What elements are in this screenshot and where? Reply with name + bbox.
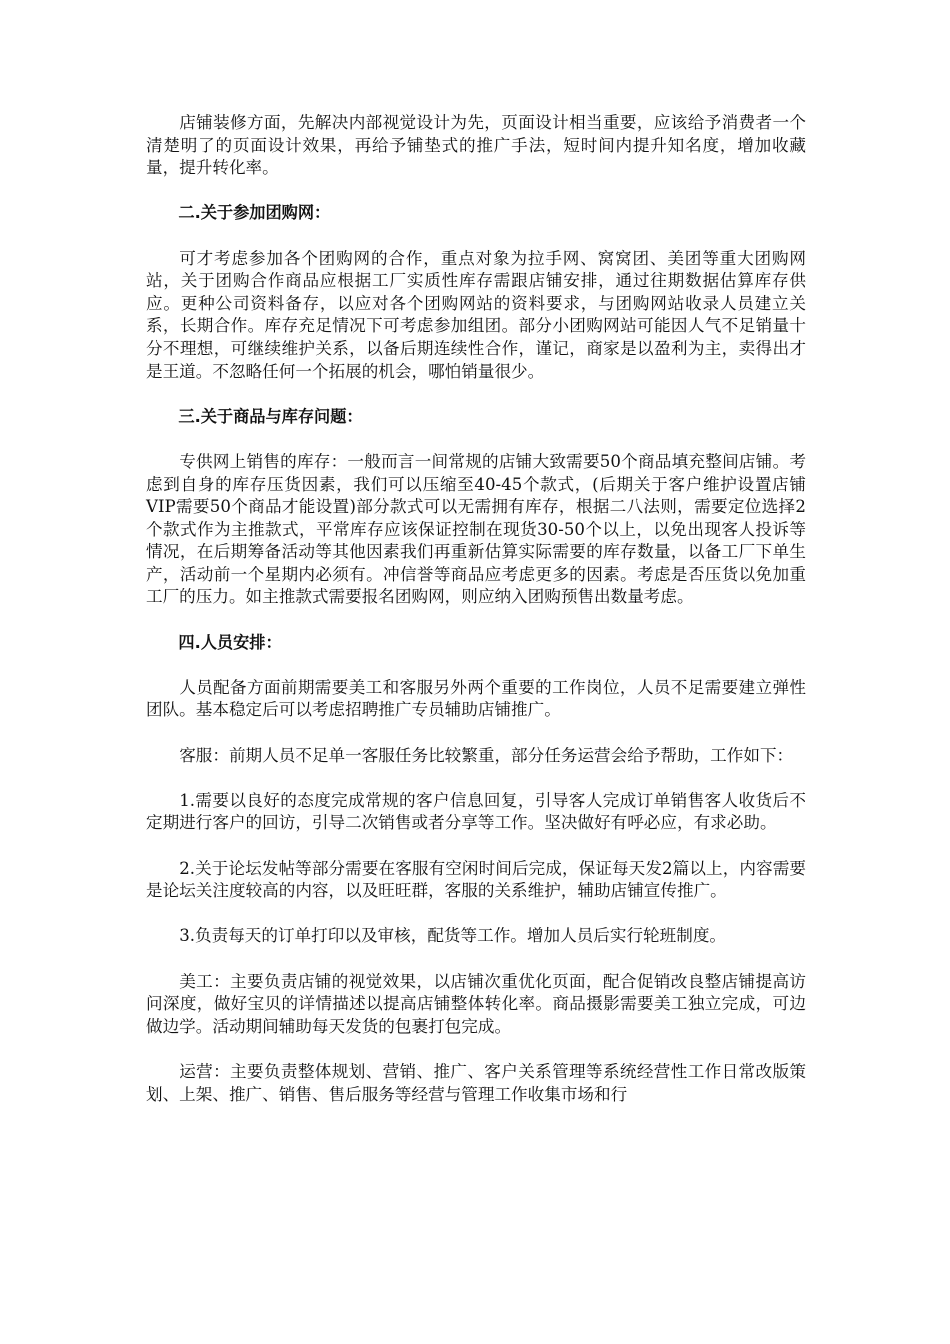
task-item-2: 2.关于论坛发帖等部分需要在客服有空闲时间后完成，保证每天发2篇以上，内容需要是论坛关注度较高的内容，以及旺旺群，客服的关系维护，辅助店铺宣传推广。 xyxy=(146,858,806,901)
document-page xyxy=(146,112,806,1129)
intro-paragraph: 店铺装修方面，先解决内部视觉设计为先，页面设计相当重要，应该给予消费者一个清楚明了的页面设计效果，再给予铺垫式的推广手法，短时间内提升知名度，增加收藏量，提升转化率。 xyxy=(146,113,806,178)
designer-paragraph: 美工：主要负责店铺的视觉效果，以店铺次重优化页面，配合促销改良整店铺提高访问深度，做好宝贝的详情描述以提高店铺整体转化率。商品摄影需要美工独立完成，可边做边学。活动期间辅助每天发货的包裹打包完成。 xyxy=(146,971,806,1036)
group-buying-paragraph: 可才考虑参加各个团购网的合作，重点对象为拉手网、窝窝团、美团等重大团购网站，关于团购合作商品应根据工厂实质性库存需跟店铺安排，通过往期数据估算库存供应。更种公司资料备存，以应对各个团购网站的资料要求，与团购网站收录人员建立关系，长期合作。库存充足情况下可考虑参加组团。部分小团购网站可能因人气不足销量十分不理想，可继续维护关系，以备后期连续性合作，谨记，商家是以盈利为主，卖得出才是王道。不忽略任何一个拓展的机会，哪怕销量很少。 xyxy=(146,248,806,381)
section-heading-group-buying: 二.关于参加团购网： xyxy=(178,203,331,223)
section-heading-inventory: 三.关于商品与库存问题： xyxy=(178,406,363,426)
task-item-1: 1.需要以良好的态度完成常规的客户信息回复，引导客人完成订单销售客人收货后不定期进行客户的回访，引导二次销售或者分享等工作。坚决做好有呼必应，有求必助。 xyxy=(146,790,806,833)
inventory-paragraph: 专供网上销售的库存：一般而言一间常规的店铺大致需要50个商品填充整间店铺。考虑到自身的库存压货因素，我们可以压缩至40-45个款式，(后期关于客户维护设置店铺VIP需要50个商品才能设置)部分款式可以无需拥有库存，根据二八法则，需要定位选择2个款式作为主推款式，平常库存应该保证控制在现货30-50个以上，以免出现客人投诉等情况，在后期筹备活动等其他因素我们再重新估算实际需要的库存数量，以备工厂下单生产，活动前一个星期内必须有。冲信誉等商品应考虑更多的因素。考虑是否压货以免加重工厂的压力。如主推款式需要报名团购网，则应纳入团购预售出数量考虑。 xyxy=(146,451,806,607)
section-heading-staffing: 四.人员安排： xyxy=(178,632,282,652)
task-item-3: 3.负责每天的订单打印以及审核，配货等工作。增加人员后实行轮班制度。 xyxy=(179,926,727,946)
staffing-paragraph: 人员配备方面前期需要美工和客服另外两个重要的工作岗位，人员不足需要建立弹性团队。基本稳定后可以考虑招聘推广专员辅助店铺推广。 xyxy=(146,677,806,720)
customer-service-paragraph: 客服：前期人员不足单一客服任务比较繁重，部分任务运营会给予帮助，工作如下： xyxy=(179,745,794,765)
operations-paragraph: 运营：主要负责整体规划、营销、推广、客户关系管理等系统经营性工作日常改版策划、上架、推广、销售、售后服务等经营与管理工作收集市场和行 xyxy=(146,1061,806,1104)
